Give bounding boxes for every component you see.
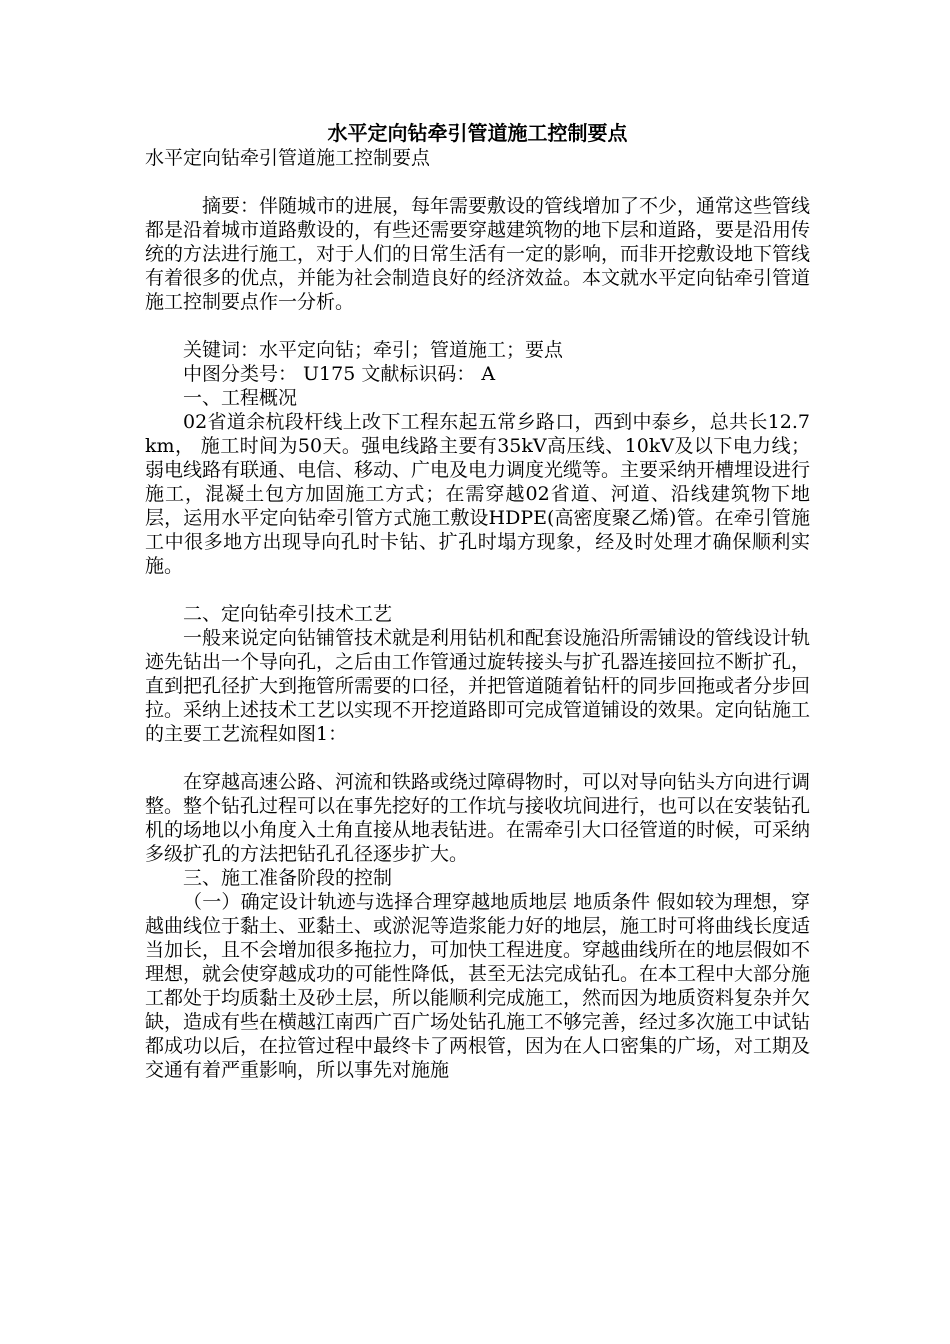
- blank-line: [145, 578, 810, 602]
- keywords-line: 关键词：水平定向钻；牵引；管道施工；要点: [183, 339, 564, 361]
- blank-line: [145, 746, 810, 770]
- section2-paragraph-2: 在穿越高速公路、河流和铁路或绕过障碍物时，可以对导向钻头方向进行调整。整个钻孔过程可以在事先挖好的工作坑与接收坑间进行，也可以在安装钻孔机的场地以小角度入土角直接从地表钻进。在需牵引大口径管道的时候，可采纳多级扩孔的方法把钻孔孔径逐步扩大。: [145, 771, 811, 865]
- section2-paragraph-1: 一般来说定向钻铺管技术就是利用钻机和配套设施沿所需铺设的管线设计轨迹先钻出一个导向孔，之后由工作管通过旋转接头与扩孔器连接回拉不断扩孔，直到把孔径扩大到拖管所需要的口径，并把管道随着钻杆的同步回拖或者分步回拉。采纳上述技术工艺以实现不开挖道路即可完成管道铺设的效果。定向钻施工的主要工艺流程如图1：: [145, 627, 811, 745]
- section3-paragraph: （一）确定设计轨迹与选择合理穿越地质地层 地质条件 假如较为理想，穿越曲线位于黏土、亚黏土、或淤泥等造浆能力好的地层，施工时可将曲线长度适当加长，且不会增加很多拖拉力，可加快工程进度。穿越曲线所在的地层假如不理想，就会使穿越成功的可能性降低，甚至无法完成钻孔。在本工程中大部分施工都处于均质黏土及砂土层，所以能顺利完成施工，然而因为地质资料复杂并欠缺，造成有些在横越江南西广百广场处钻孔施工不够完善，经过多次施工中试钻都成功以后，在拉管过程中最终卡了两根管，因为在人口密集的广场，对工期及交通有着严重影响，所以事先对施施: [145, 891, 811, 1081]
- section1-heading: 一、工程概况: [183, 387, 298, 409]
- document-subtitle: 水平定向钻牵引管道施工控制要点: [145, 147, 431, 169]
- section1-paragraph: 02省道余杭段杆线上改下工程东起五常乡路口，西到中泰乡，总共长12.7 km， 施工时间为50天。强电线路主要有35kV高压线、10kV及以下电力线；弱电线路有联通、电信、移动、广电及电力调度光缆等。主要采纳开槽埋设进行施工，混凝土包方加固施工方式；在需穿越02省道、河道、沿线建筑物下地层，运用水平定向钻牵引管方式施工敷设HDPE(高密度聚乙烯)管。在牵引管施工中很多地方出现导向孔时卡钻、扩孔时塌方现象，经及时处理才确保顺利实施。: [145, 411, 811, 577]
- section2-heading: 二、定向钻牵引技术工艺: [183, 603, 393, 625]
- classification-line: 中图分类号： U175 文献标识码： A: [183, 363, 496, 385]
- document-page: [145, 120, 810, 1082]
- section3-heading: 三、施工准备阶段的控制: [183, 867, 393, 889]
- blank-line: [145, 314, 810, 338]
- abstract-paragraph: 摘要：伴随城市的进展，每年需要敷设的管线增加了不少，通常这些管线都是沿着城市道路敷设的，有些还需要穿越建筑物的地下层和道路，要是沿用传统的方法进行施工，对于人们的日常生活有一定的影响，而非开挖敷设地下管线有着很多的优点，并能为社会制造良好的经济效益。本文就水平定向钻牵引管道施工控制要点作一分析。: [145, 195, 811, 313]
- document-title: 水平定向钻牵引管道施工控制要点: [327, 121, 628, 145]
- blank-line: [145, 170, 810, 194]
